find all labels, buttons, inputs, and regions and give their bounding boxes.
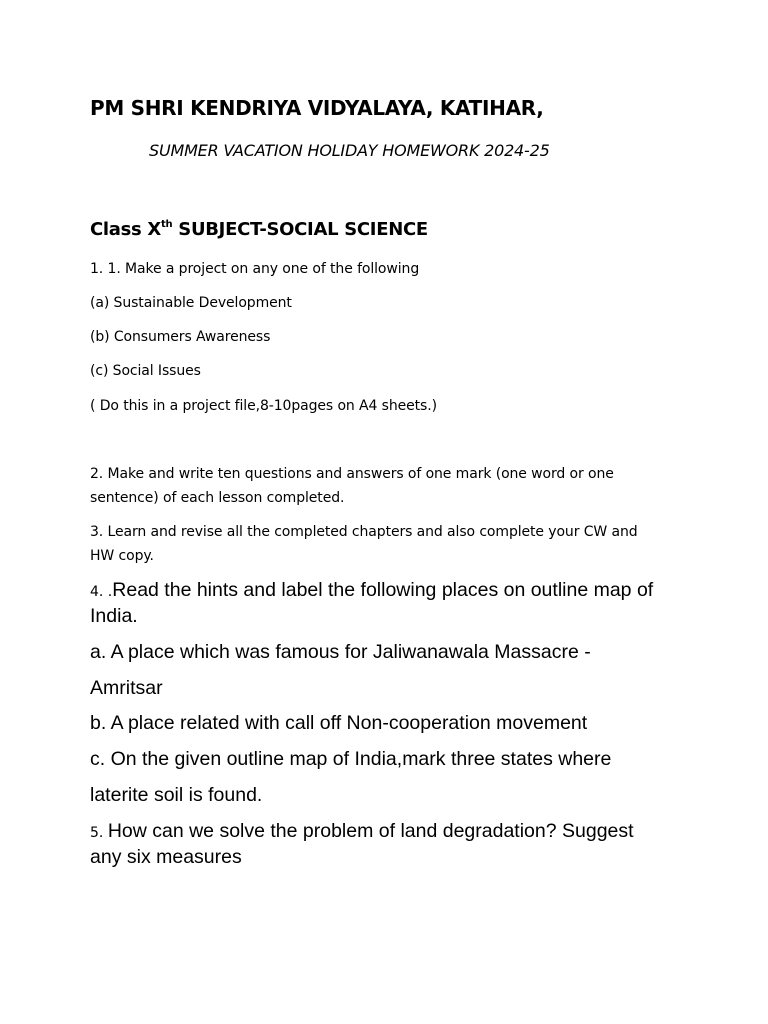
question-4c-line-1: c. On the given outline map of India,mark three states where: [90, 748, 612, 770]
question-1-heading: 1. 1. Make a project on any one of the following: [90, 261, 420, 277]
question-1-option-c: (c) Social Issues: [90, 363, 201, 379]
question-1-option-b: (b) Consumers Awareness: [90, 329, 271, 345]
question-5-number: 5.: [90, 825, 108, 841]
question-2-line-1: 2. Make and write ten questions and answers of one mark (one word or one: [90, 466, 614, 482]
subject-label: SUBJECT-SOCIAL SCIENCE: [172, 219, 428, 240]
question-1-option-a: (a) Sustainable Development: [90, 295, 292, 311]
question-4-line-2: India.: [90, 605, 138, 627]
question-4b: b. A place related with call off Non-cooperation movement: [90, 712, 588, 734]
question-2-line-2: sentence) of each lesson completed.: [90, 490, 345, 506]
class-superscript: th: [161, 219, 173, 230]
question-4-text: Read the hints and label the following places on outline map of: [112, 579, 654, 601]
question-3-line-1: 3. Learn and revise all the completed chapters and also complete your CW and: [90, 524, 638, 540]
class-label: Class X: [90, 219, 161, 240]
class-subject-heading: [90, 219, 428, 240]
question-5-text: How can we solve the problem of land degradation? Suggest: [107, 820, 634, 842]
question-1-note: ( Do this in a project file,8-10pages on A4 sheets.): [90, 398, 437, 414]
question-3-line-2: HW copy.: [90, 548, 154, 564]
question-4a-line-1: a. A place which was famous for Jaliwanawala Massacre -: [90, 641, 591, 663]
school-name: PM SHRI KENDRIYA VIDYALAYA, KATIHAR,: [90, 96, 544, 120]
question-5-line-1: [90, 820, 634, 843]
question-4-number: 4. .: [90, 584, 113, 600]
question-4a-line-2: Amritsar: [90, 677, 163, 699]
question-5-line-2: any six measures: [90, 846, 242, 868]
question-4c-line-2: laterite soil is found.: [90, 784, 263, 806]
question-4-line-1: [90, 579, 653, 602]
homework-title: SUMMER VACATION HOLIDAY HOMEWORK 2024-25: [149, 141, 550, 160]
